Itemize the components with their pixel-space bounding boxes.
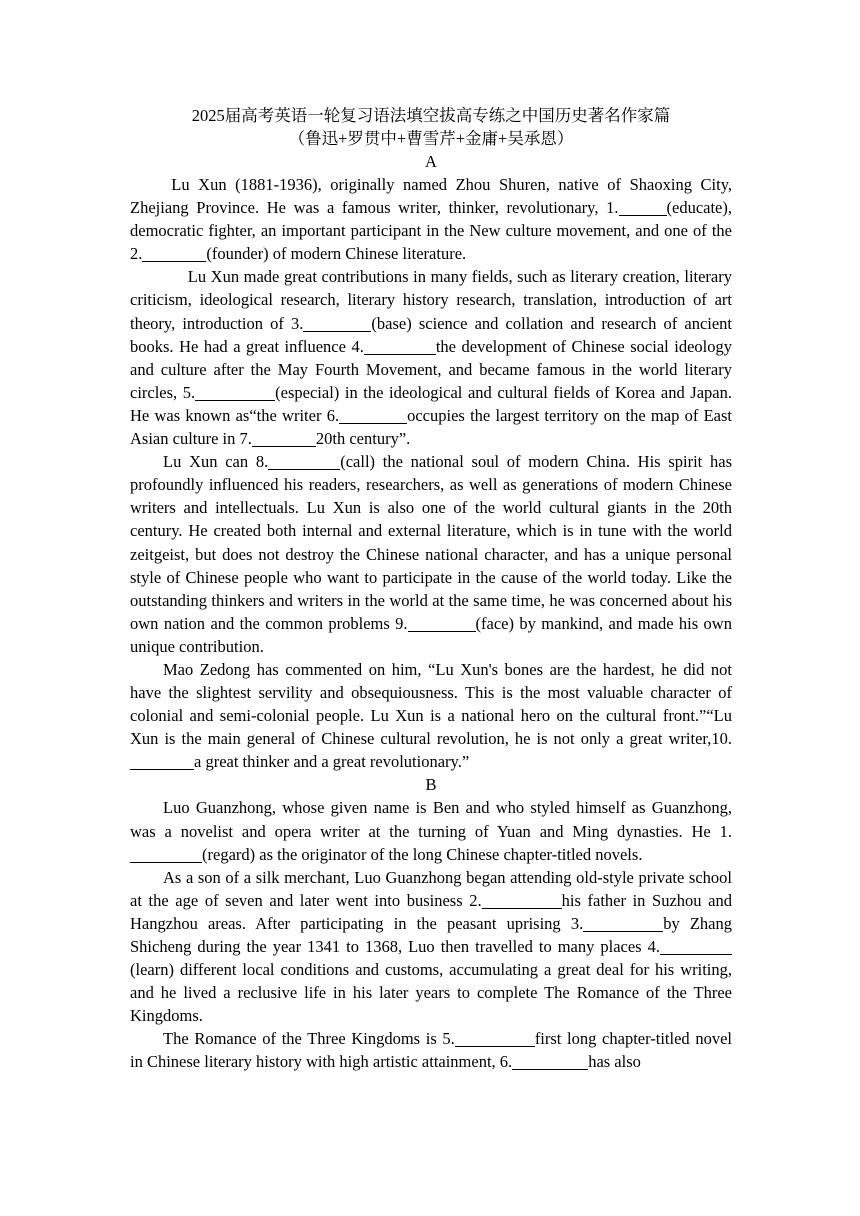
answer-blank[interactable] — [252, 430, 316, 447]
section-b-paragraph-2: As a son of a silk merchant, Luo Guanzhong began attending old-style private school at the age of seven and later went into business 2. his father in Suzhou and Hangzhou areas. After participating in the peasant uprising 3. by Zhang Shicheng during the year 1341 to 1368, Luo then travelled to many places 4.(learn) different local conditions and customs, accumulating a great deal for his writing, and he lived a reclusive life in his later years to complete The Romance of the Three Kingdoms. — [130, 867, 732, 1026]
section-a-heading: A — [425, 152, 437, 171]
section-a-paragraph-4: Mao Zedong has commented on him, “Lu Xun's bones are the hardest, he did not have the slightest servility and obsequiousness. This is the most valuable character of colonial and semi-colonial people. Lu Xun is a national hero on the cultural front.”“Lu Xun is the main general of Chinese cultural revolution, he is not only a great writer,10.a great thinker and a great revolutionary.” — [130, 659, 732, 772]
section-b-paragraph-1: Luo Guanzhong, whose given name is Ben and who styled himself as Guanzhong, was a novelist and opera writer at the turning of Yuan and Ming dynasties. He 1.(regard) as the originator of the long Chinese chapter-titled novels. — [130, 798, 732, 864]
answer-blank[interactable] — [268, 453, 340, 470]
answer-blank[interactable] — [583, 915, 663, 932]
answer-blank[interactable] — [619, 199, 667, 216]
answer-blank[interactable] — [303, 315, 371, 332]
answer-blank[interactable] — [339, 407, 407, 424]
section-a-paragraph-2: Lu Xun made great contributions in many fields, such as literary creation, literary criticism, ideological research, literary history research, translation, introduction of art theory, introduction of 3. (base) science and collation and research of ancient books. He had a great influence 4. the development of Chinese social ideology and culture after the May Fourth Movement, and became famous in the world literary circles, 5. (especial) in the ideological and cultural fields of Korea and Japan. He was known as“the writer 6. occupies the largest territory on the map of East Asian culture in 7. 20th century”. — [130, 267, 733, 449]
answer-blank[interactable] — [408, 615, 476, 632]
answer-blank[interactable] — [512, 1053, 588, 1070]
section-a-paragraph-3: Lu Xun can 8. (call) the national soul of modern China. His spirit has profoundly influenced his readers, researchers, as well as generations of modern Chinese writers and intellectuals. Lu Xun is also one of the world cultural giants in the 20th century. He created both internal and external literature, which is in tune with the world zeitgeist, but does not destroy the Chinese national character, and has a unique personal style of Chinese people who want to participate in the cause of the world today. Like the outstanding thinkers and writers in the world at the same time, he was concerned about his own nation and the common problems 9. (face) by mankind, and made his own unique contribution. — [130, 452, 732, 656]
answer-blank[interactable] — [455, 1030, 535, 1047]
section-b-heading: B — [425, 775, 437, 795]
answer-blank[interactable] — [364, 338, 436, 355]
answer-blank[interactable] — [130, 753, 194, 770]
answer-blank[interactable] — [195, 384, 275, 401]
title-line-2: （鲁迅+罗贯中+曹雪芹+金庸+吴承恩） — [288, 129, 574, 148]
answer-blank[interactable] — [142, 245, 206, 262]
answer-blank[interactable] — [660, 938, 732, 955]
title-line-1: 2025届高考英语一轮复习语法填空拔高专练之中国历史著名作家篇 — [191, 106, 671, 125]
section-b-paragraph-3: The Romance of the Three Kingdoms is 5. first long chapter-titled novel in Chinese literary history with high artistic attainment, 6. has also — [130, 1029, 732, 1072]
answer-blank[interactable] — [130, 846, 202, 863]
section-a-paragraph-1: Lu Xun (1881-1936), originally named Zhou Shuren, native of Shaoxing City, Zhejiang Province. He was a famous writer, thinker, revolutionary, 1. (educate), democratic fighter, an important participant in the New culture movement, and one of the 2. (founder) of modern Chinese literature. — [130, 175, 732, 264]
answer-blank[interactable] — [482, 892, 562, 909]
